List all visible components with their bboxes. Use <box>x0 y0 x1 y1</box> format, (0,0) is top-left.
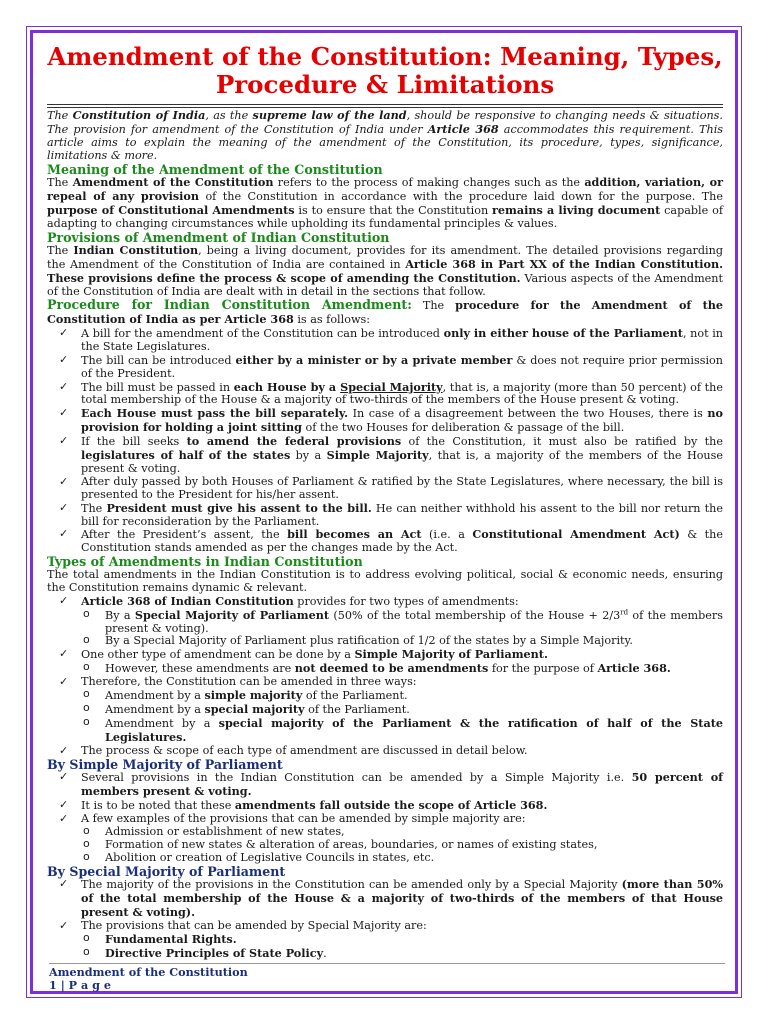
procedure-list <box>47 327 723 555</box>
meaning-paragraph: The Amendment of the Constitution refers to the process of making changes such as the addition, variation, or repeal of any provision of the Constitution in accordance with the procedure laid down for the purpose. The purpose of Constitutional Amendments is to ensure that the Constitution remains a living document capable of adapting to changing circumstances while upholding its fundamental principles & values. <box>47 175 723 230</box>
list-item: ✓ The process & scope of each type of amendment are discussed in detail below. <box>81 745 723 758</box>
sub-list-item: o Formation of new states & alteration of areas, boundaries, or names of existing states, <box>105 839 723 852</box>
page-border <box>30 30 738 994</box>
page-number: 1 | P a g e <box>49 978 111 992</box>
types-paragraph: The total amendments in the Indian Constitution is to address evolving political, social & economic needs, ensuring the Constitution remains dynamic & relevant. <box>47 567 723 594</box>
sub-list <box>81 689 723 745</box>
list-item: ✓ One other type of amendment can be done by a Simple Majority of Parliament. o However, these amendments are not deemed to be amendments for the purpose of Article 368. <box>81 648 723 676</box>
provisions-heading: Provisions of Amendment of Indian Constitution <box>47 229 390 245</box>
list-item: ✓ The provisions that can be amended by Special Majority are: o Fundamental Rights. o Directive Principles of State Policy. <box>81 920 723 961</box>
special-majority-list <box>47 878 723 960</box>
provisions-paragraph: The Indian Constitution, being a living document, provides for its amendment. The detailed provisions regarding the Amendment of the Constitution of India are contained in Article 368 in Part XX of the Indian Constitution. These provisions define the process & scope of amending the Constitution. Various aspects of the Amendment of the Constitution of India are dealt with in detail in the sections that follow. <box>47 243 723 299</box>
list-item: ✓ After duly passed by both Houses of Parliament & ratified by the State Legislatures, where necessary, the bill is presented to the President for his/her assent. <box>81 476 723 502</box>
sub-list-item: o Admission or establishment of new states, <box>105 826 723 839</box>
list-item: ✓ Each House must pass the bill separately. In case of a disagreement between the two Houses, there is no provision for holding a joint sitting of the two Houses for deliberation & passage of the bill. <box>81 407 723 435</box>
sub-list-item: o Amendment by a simple majority of the Parliament. <box>105 689 723 703</box>
sub-list-item: o However, these amendments are not deemed to be amendments for the purpose of Article 368. <box>105 662 723 676</box>
list-item: ✓ The President must give his assent to the bill. He can neither withhold his assent to the bill nor return the bill for reconsideration by the Parliament. <box>81 502 723 529</box>
sub-list-item: o Amendment by a special majority of the Parliament & the ratification of half of the State Legislatures. <box>105 717 723 745</box>
procedure-intro: Procedure for Indian Constitution Amendment: The procedure for the Amendment of the Constitution of India as per Article 368 is as follows: <box>47 297 723 326</box>
list-item: ✓ A bill for the amendment of the Constitution can be introduced only in either house of the Parliament, not in the State Legislatures. <box>81 327 723 354</box>
sub-list-item: o Amendment by a special majority of the Parliament. <box>105 703 723 717</box>
simple-majority-list <box>47 771 723 864</box>
meaning-heading: Meaning of the Amendment of the Constitution <box>47 161 383 177</box>
list-item: ✓ It is to be noted that these amendments fall outside the scope of Article 368. <box>81 799 723 813</box>
list-item: ✓ Article 368 of Indian Constitution provides for two types of amendments: o By a Special Majority of Parliament (50% of the total membership of the House + 2/3rd of the members present & voting). o By a Special Majority of Parliament plus ratification of 1/2 of the states by a Simple Majority. <box>81 595 723 649</box>
types-heading: Types of Amendments in Indian Constitution <box>47 554 363 570</box>
list-item: ✓ After the President’s assent, the bill becomes an Act (i.e. a Constitutional Amendment Act) & the Constitution stands amended as per the changes made by the Act. <box>81 528 723 555</box>
footer-title: Amendment of the Constitution <box>49 965 248 979</box>
simple-majority-heading: By Simple Majority of Parliament <box>47 756 283 772</box>
sub-list-item: o By a Special Majority of Parliament plus ratification of 1/2 of the states by a Simple Majority. <box>105 635 723 648</box>
sub-list <box>81 933 723 961</box>
page-footer <box>49 963 725 992</box>
sub-list <box>81 609 723 649</box>
list-item: ✓ The bill can be introduced either by a minister or by a private member & does not require prior permission of the President. <box>81 354 723 381</box>
types-list <box>47 595 723 758</box>
list-item: ✓ The bill must be passed in each House by a Special Majority, that is, a majority (more than 50 percent) of the total membership of the House & a majority of two-thirds of the members of the House present & voting. <box>81 381 723 408</box>
document-body <box>47 43 723 961</box>
list-item: ✓ Several provisions in the Indian Constitution can be amended by a Simple Majority i.e. 50 percent of members present & voting. <box>81 771 723 799</box>
list-item: ✓ If the bill seeks to amend the federal provisions of the Constitution, it must also be ratified by the legislatures of half of the states by a Simple Majority, that is, a majority of the members of the House present & voting. <box>81 435 723 476</box>
sub-list-item: o By a Special Majority of Parliament (50% of the total membership of the House + 2/3rd of the members present & voting). <box>105 609 723 636</box>
sub-list-item: o Abolition or creation of Legislative Councils in states, etc. <box>105 852 723 865</box>
list-item: ✓ A few examples of the provisions that can be amended by simple majority are: o Admission or establishment of new states, o Formation of new states & alteration of areas, boundaries, or names of existing states, o Abolition or creation of Legislative Councils in states, etc. <box>81 813 723 865</box>
list-item: ✓ The majority of the provisions in the Constitution can be amended only by a Special Majority (more than 50% of the total membership of the House & a majority of two-thirds of the members of that House present & voting). <box>81 878 723 920</box>
intro-paragraph: The Constitution of India, as the supreme law of the land, should be responsive to changing needs & situations. The provision for amendment of the Constitution of India under Article 368 accommodates this requirement. This article aims to explain the meaning of the amendment of the Constitution, its procedure, types, significance, limitations & more. <box>47 108 724 162</box>
list-item: ✓ Therefore, the Constitution can be amended in three ways: o Amendment by a simple majority of the Parliament. o Amendment by a special majority of the Parliament. o Amendment by a special majority of the Parliament & the ratification of half of the State Legislatures. <box>81 676 723 745</box>
sub-list <box>81 662 723 676</box>
special-majority-heading: By Special Majority of Parliament <box>47 863 286 879</box>
sub-list-item: o Directive Principles of State Policy. <box>105 947 723 961</box>
procedure-heading: Procedure for Indian Constitution Amendment: <box>47 297 412 313</box>
document-title: Amendment of the Constitution: Meaning, Types, Procedure & Limitations <box>47 42 723 99</box>
sub-list <box>81 826 723 865</box>
sub-list-item: o Fundamental Rights. <box>105 933 723 947</box>
